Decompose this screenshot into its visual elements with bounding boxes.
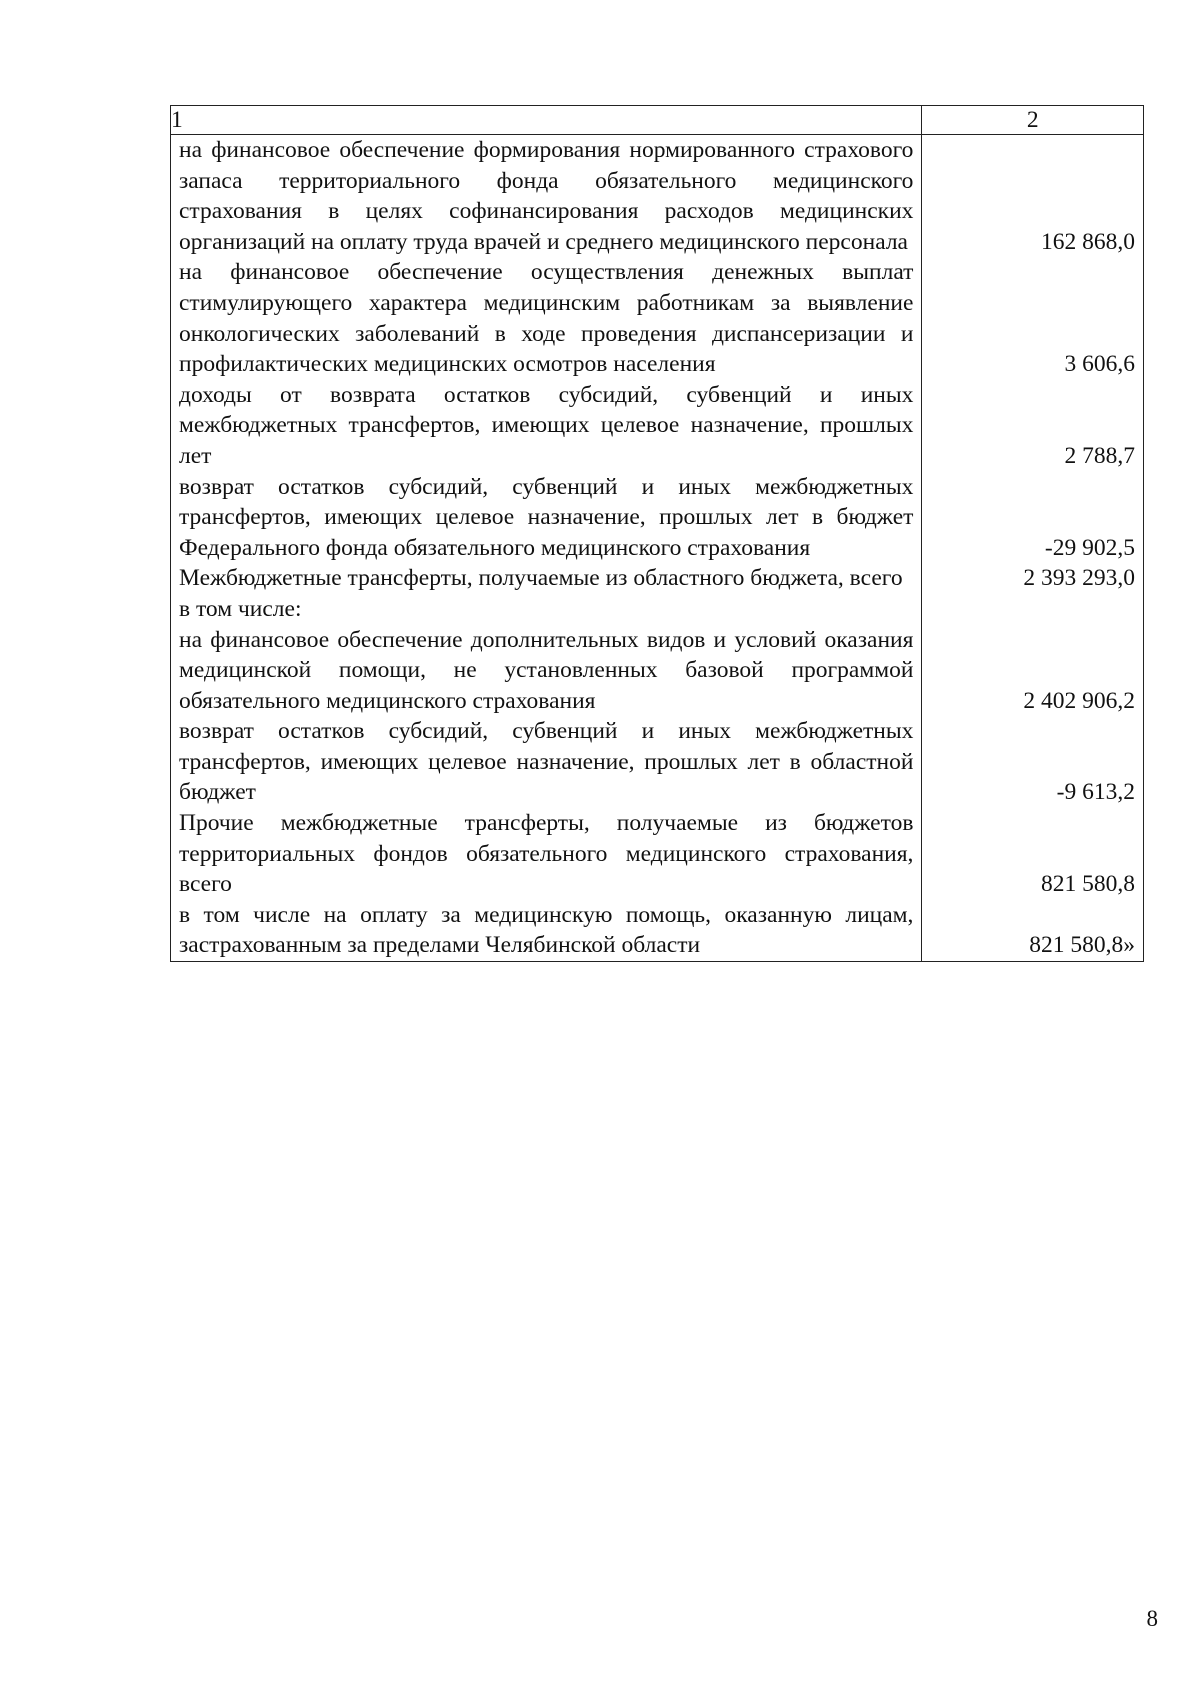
page-number: 8 — [1146, 1606, 1158, 1631]
row-description: на финансовое обеспечение формирования нормированного страхового запаса территориального фонда обязательного медицинского страхования в целях софинансирования расходов медицинских организаций на оплату труда врачей и среднего медицинского персонала — [171, 135, 922, 258]
row-description: на финансовое обеспечение осуществления денежных выплат стимулирующего характера медицинским работникам за выявление онкологических заболеваний в ходе проведения диспансеризации и профилактических медицинских осмотров населения — [171, 257, 922, 379]
row-description: возврат остатков субсидий, субвенций и иных межбюджетных трансфертов, имеющих целевое назначение, прошлых лет в бюджет Федерального фонда обязательного медицинского страхования — [171, 472, 922, 564]
row-description: на финансовое обеспечение дополнительных видов и условий оказания медицинской помощи, не установленных базовой программой обязательного медицинского страхования — [171, 625, 922, 717]
table-row — [171, 257, 1144, 379]
row-amount: 821 580,8 — [922, 808, 1144, 900]
column-header-2: 2 — [922, 106, 1144, 135]
row-description: доходы от возврата остатков субсидий, субвенций и иных межбюджетных трансфертов, имеющих целевое назначение, прошлых лет — [171, 380, 922, 472]
row-description: в том числе: — [171, 594, 922, 625]
row-amount: 2 402 906,2 — [922, 625, 1144, 717]
row-description: Межбюджетные трансферты, получаемые из областного бюджета, всего — [171, 563, 922, 594]
row-amount: 821 580,8» — [922, 900, 1144, 962]
table-row — [171, 594, 1144, 625]
row-description: в том числе на оплату за медицинскую помощь, оказанную лицам, застрахованным за пределами Челябинской области — [171, 900, 922, 962]
row-description: Прочие межбюджетные трансферты, получаемые из бюджетов территориальных фондов обязательного медицинского страхования, всего — [171, 808, 922, 900]
table-row — [171, 900, 1144, 962]
row-amount: 3 606,6 — [922, 257, 1144, 379]
table-row — [171, 716, 1144, 808]
table-row — [171, 563, 1144, 594]
row-amount: 2 788,7 — [922, 380, 1144, 472]
row-amount — [922, 594, 1144, 625]
budget-table — [170, 105, 1144, 962]
table-row — [171, 625, 1144, 717]
row-amount: -9 613,2 — [922, 716, 1144, 808]
table-row — [171, 135, 1144, 258]
row-amount: 2 393 293,0 — [922, 563, 1144, 594]
row-amount: 162 868,0 — [922, 135, 1144, 258]
table-header-row — [171, 106, 1144, 135]
table-row — [171, 808, 1144, 900]
row-amount: -29 902,5 — [922, 472, 1144, 564]
table-row — [171, 380, 1144, 472]
row-description: возврат остатков субсидий, субвенций и иных межбюджетных трансфертов, имеющих целевое назначение, прошлых лет в областной бюджет — [171, 716, 922, 808]
table-row — [171, 472, 1144, 564]
column-header-1: 1 — [171, 106, 922, 135]
